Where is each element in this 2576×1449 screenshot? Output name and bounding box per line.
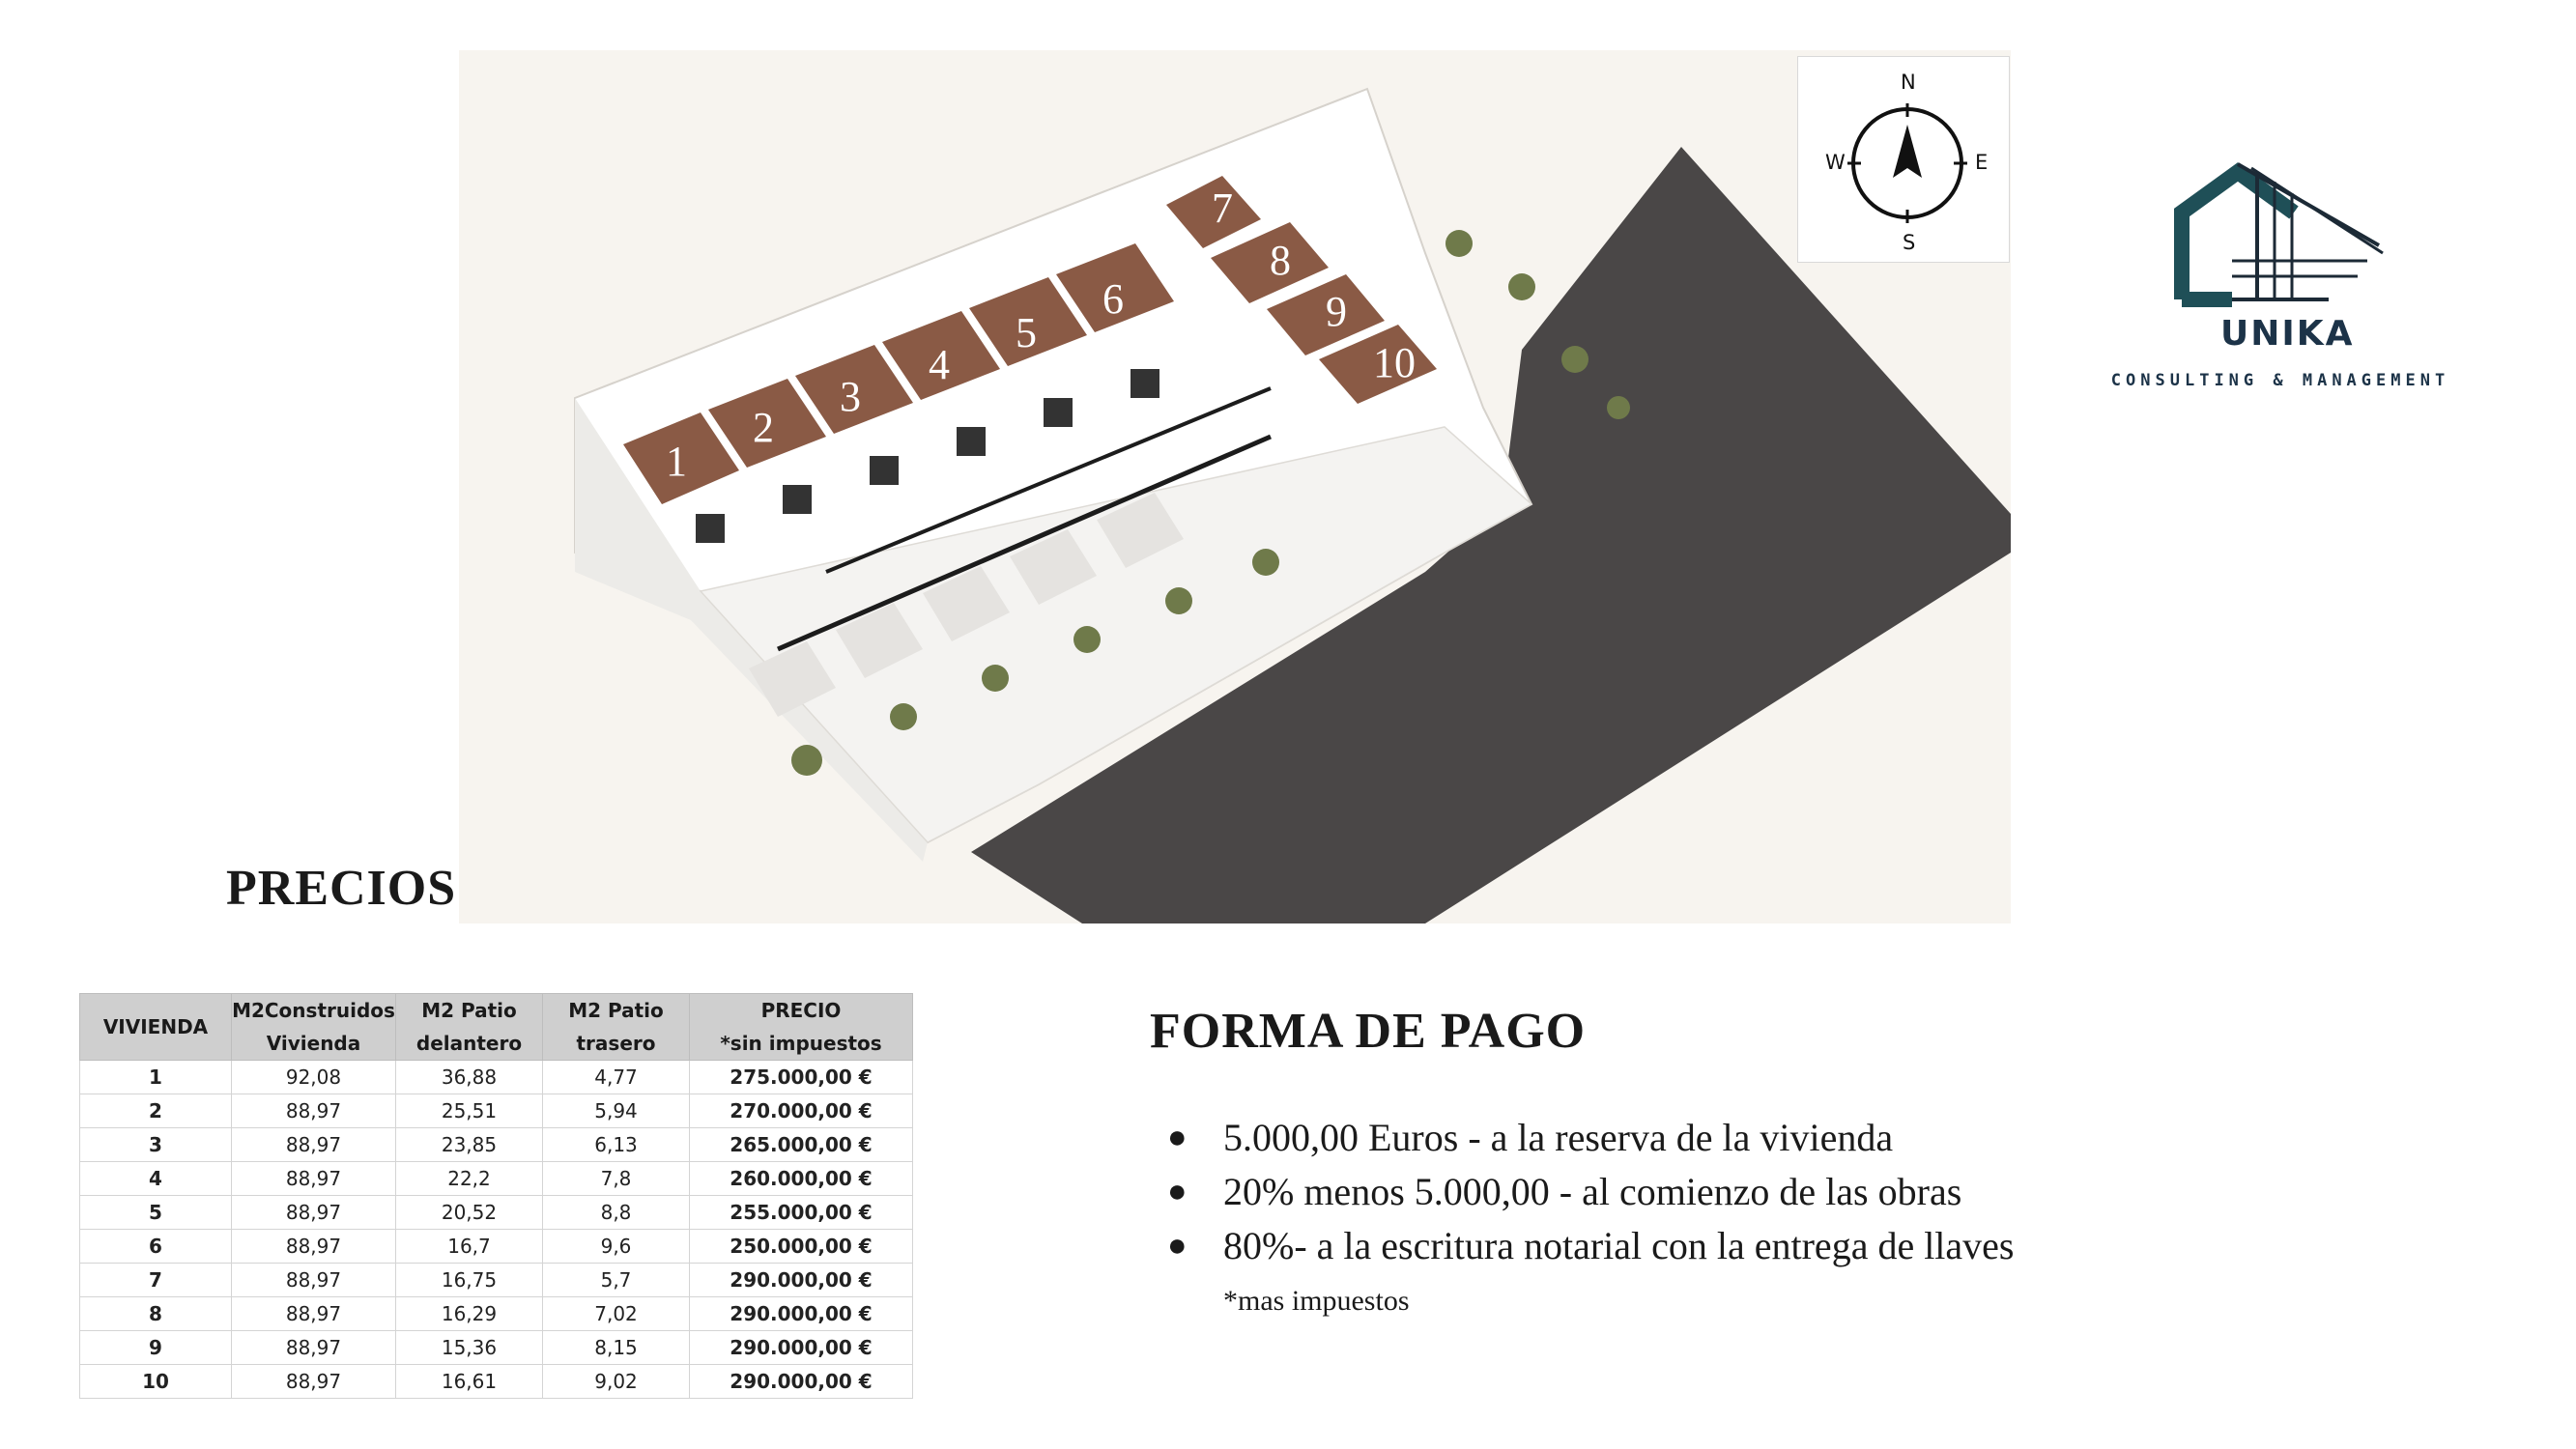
table-body bbox=[80, 1061, 913, 1399]
plant bbox=[982, 665, 1009, 692]
back-patio-cell: 6,13 bbox=[543, 1128, 690, 1162]
unit-number-cell: 9 bbox=[80, 1331, 232, 1365]
back-patio-cell: 5,7 bbox=[543, 1264, 690, 1297]
price-table bbox=[79, 993, 913, 1399]
table-header-row bbox=[80, 994, 913, 1061]
payment-item bbox=[1167, 1165, 2015, 1219]
compass-south: S bbox=[1903, 231, 1916, 254]
column-header bbox=[396, 994, 543, 1061]
window bbox=[870, 456, 899, 485]
unit-number-label: 2 bbox=[753, 404, 774, 451]
front-patio-cell: 25,51 bbox=[396, 1094, 543, 1128]
table-row bbox=[80, 1297, 913, 1331]
built-area-cell: 88,97 bbox=[232, 1230, 396, 1264]
plant bbox=[1445, 230, 1473, 257]
unit-number-label: 1 bbox=[666, 438, 687, 485]
column-header bbox=[690, 994, 913, 1061]
front-patio-cell: 16,7 bbox=[396, 1230, 543, 1264]
price-cell: 265.000,00 € bbox=[690, 1128, 913, 1162]
logo-name: UNIKA bbox=[2220, 314, 2355, 354]
window bbox=[957, 427, 986, 456]
front-patio-cell: 16,29 bbox=[396, 1297, 543, 1331]
built-area-cell: 88,97 bbox=[232, 1365, 396, 1399]
payment-item bbox=[1167, 1111, 2015, 1165]
unit-number-label: 10 bbox=[1373, 339, 1416, 386]
logo-tagline: CONSULTING & MANAGEMENT bbox=[2110, 371, 2450, 390]
front-patio-cell: 16,75 bbox=[396, 1264, 543, 1297]
window bbox=[783, 485, 812, 514]
unika-house-logo-icon bbox=[2077, 155, 2483, 406]
column-header bbox=[543, 994, 690, 1061]
back-patio-cell: 9,02 bbox=[543, 1365, 690, 1399]
prices-heading: PRECIOS bbox=[226, 861, 457, 916]
built-area-cell: 88,97 bbox=[232, 1128, 396, 1162]
front-patio-cell: 36,88 bbox=[396, 1061, 543, 1094]
table-row bbox=[80, 1162, 913, 1196]
compass-east: E bbox=[1975, 151, 1989, 174]
built-area-cell: 88,97 bbox=[232, 1264, 396, 1297]
tax-note: *mas impuestos bbox=[1223, 1285, 1410, 1317]
price-cell: 260.000,00 € bbox=[690, 1162, 913, 1196]
plant bbox=[890, 703, 917, 730]
column-header-line: trasero bbox=[576, 1032, 656, 1055]
back-patio-cell: 5,94 bbox=[543, 1094, 690, 1128]
back-patio-cell: 9,6 bbox=[543, 1230, 690, 1264]
plant bbox=[1561, 346, 1589, 373]
built-area-cell: 88,97 bbox=[232, 1297, 396, 1331]
table-row bbox=[80, 1196, 913, 1230]
table-row bbox=[80, 1061, 913, 1094]
plant bbox=[1165, 587, 1192, 614]
unit-number-label: 5 bbox=[1016, 309, 1037, 356]
table-row bbox=[80, 1365, 913, 1399]
unit-number-label: 4 bbox=[929, 341, 950, 388]
table-row bbox=[80, 1094, 913, 1128]
plant bbox=[1508, 273, 1535, 300]
table-row bbox=[80, 1230, 913, 1264]
unit-number-label: 6 bbox=[1102, 275, 1124, 323]
site-plan-drawing bbox=[459, 50, 2011, 923]
plant bbox=[791, 745, 822, 776]
built-area-cell: 88,97 bbox=[232, 1162, 396, 1196]
window bbox=[1044, 398, 1073, 427]
payment-heading: FORMA DE PAGO bbox=[1150, 1004, 1587, 1059]
unit-number-cell: 7 bbox=[80, 1264, 232, 1297]
table-row bbox=[80, 1128, 913, 1162]
site-plan-render bbox=[459, 50, 2011, 923]
plant bbox=[1252, 549, 1279, 576]
front-patio-cell: 22,2 bbox=[396, 1162, 543, 1196]
compass-west: W bbox=[1825, 151, 1846, 174]
unit-number-label: 8 bbox=[1270, 237, 1291, 284]
unit-number-label: 7 bbox=[1212, 185, 1233, 232]
front-patio-cell: 23,85 bbox=[396, 1128, 543, 1162]
column-header-line: M2 Patio bbox=[568, 999, 664, 1022]
unit-number-label: 3 bbox=[840, 373, 861, 420]
back-patio-cell: 7,8 bbox=[543, 1162, 690, 1196]
column-header-line: Vivienda bbox=[266, 1032, 361, 1055]
unit-number-cell: 1 bbox=[80, 1061, 232, 1094]
bullet-icon: ● bbox=[1167, 1120, 1188, 1155]
unit-number-cell: 10 bbox=[80, 1365, 232, 1399]
payment-item bbox=[1167, 1219, 2015, 1273]
unit-number-cell: 4 bbox=[80, 1162, 232, 1196]
payment-item-text: 80%- a la escritura notarial con la entrega de llaves bbox=[1223, 1224, 2015, 1267]
bullet-icon: ● bbox=[1167, 1174, 1188, 1209]
unit-number-cell: 5 bbox=[80, 1196, 232, 1230]
table-row bbox=[80, 1331, 913, 1365]
price-cell: 290.000,00 € bbox=[690, 1331, 913, 1365]
built-area-cell: 88,97 bbox=[232, 1196, 396, 1230]
price-cell: 290.000,00 € bbox=[690, 1297, 913, 1331]
payment-list bbox=[1167, 1111, 2015, 1273]
plant bbox=[1073, 626, 1101, 653]
column-header-line: PRECIO bbox=[760, 999, 842, 1022]
unit-number-label: 9 bbox=[1326, 288, 1347, 335]
window bbox=[696, 514, 725, 543]
plant bbox=[1607, 396, 1630, 419]
column-header bbox=[80, 994, 232, 1061]
built-area-cell: 88,97 bbox=[232, 1331, 396, 1365]
price-cell: 255.000,00 € bbox=[690, 1196, 913, 1230]
column-header-line: VIVIENDA bbox=[102, 1015, 209, 1038]
built-area-cell: 88,97 bbox=[232, 1094, 396, 1128]
column-header-line: M2 Patio bbox=[421, 999, 517, 1022]
price-cell: 290.000,00 € bbox=[690, 1365, 913, 1399]
bullet-icon: ● bbox=[1167, 1228, 1188, 1264]
back-patio-cell: 7,02 bbox=[543, 1297, 690, 1331]
front-patio-cell: 15,36 bbox=[396, 1331, 543, 1365]
back-patio-cell: 4,77 bbox=[543, 1061, 690, 1094]
built-area-cell: 92,08 bbox=[232, 1061, 396, 1094]
unit-number-cell: 2 bbox=[80, 1094, 232, 1128]
front-patio-cell: 16,61 bbox=[396, 1365, 543, 1399]
compass-north: N bbox=[1901, 71, 1916, 94]
column-header-line: *sin impuestos bbox=[720, 1032, 882, 1055]
price-cell: 270.000,00 € bbox=[690, 1094, 913, 1128]
unit-number-cell: 6 bbox=[80, 1230, 232, 1264]
unit-number-cell: 3 bbox=[80, 1128, 232, 1162]
window bbox=[1131, 369, 1159, 398]
payment-item-text: 5.000,00 Euros - a la reserva de la vivienda bbox=[1223, 1116, 1894, 1159]
table-row bbox=[80, 1264, 913, 1297]
column-header-line: delantero bbox=[415, 1032, 523, 1055]
price-cell: 250.000,00 € bbox=[690, 1230, 913, 1264]
column-header-line: M2Construidos bbox=[232, 999, 395, 1022]
unit-number-cell: 8 bbox=[80, 1297, 232, 1331]
price-cell: 290.000,00 € bbox=[690, 1264, 913, 1297]
back-patio-cell: 8,15 bbox=[543, 1331, 690, 1365]
payment-item-text: 20% menos 5.000,00 - al comienzo de las obras bbox=[1223, 1170, 1962, 1213]
column-header bbox=[232, 994, 396, 1061]
front-patio-cell: 20,52 bbox=[396, 1196, 543, 1230]
back-patio-cell: 8,8 bbox=[543, 1196, 690, 1230]
price-cell: 275.000,00 € bbox=[690, 1061, 913, 1094]
compass bbox=[1797, 56, 2010, 263]
